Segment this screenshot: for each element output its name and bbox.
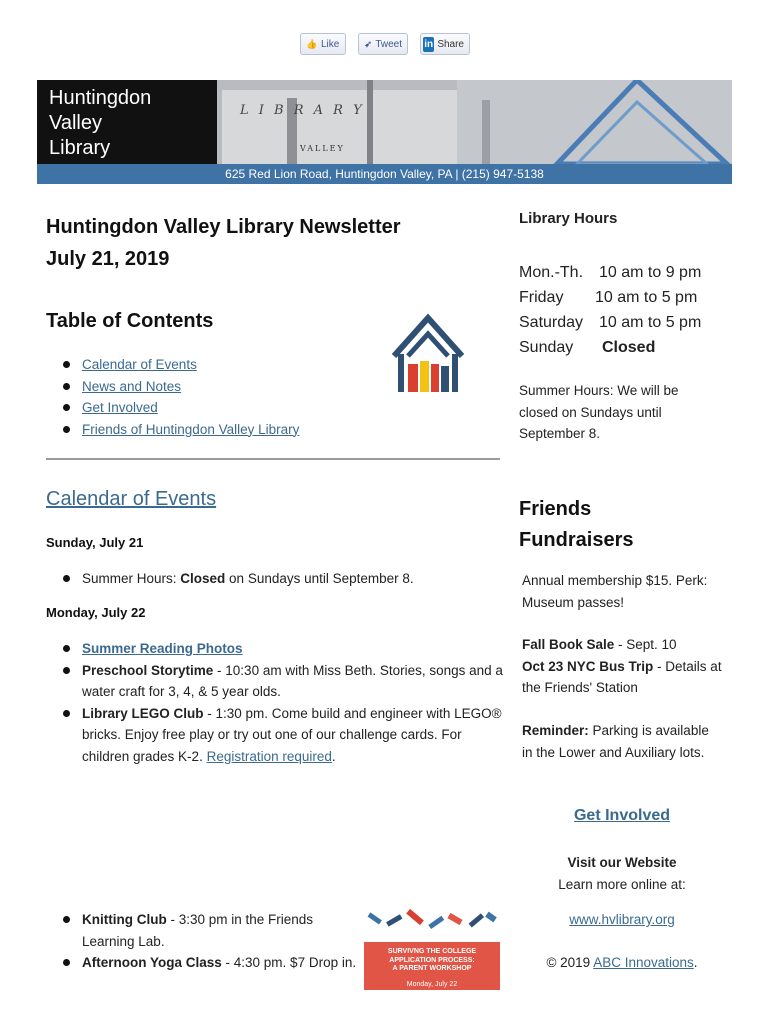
website-block bbox=[519, 852, 725, 895]
library-logo-text bbox=[49, 86, 151, 161]
linkedin-icon: in bbox=[424, 38, 434, 50]
workshop-line-1: SURVIVNG THE COLLEGE bbox=[387, 948, 477, 955]
toc-item bbox=[46, 376, 376, 398]
summer-hours-post: on Sundays until September 8. bbox=[225, 571, 414, 586]
book-sale-date: - Sept. 10 bbox=[614, 637, 677, 652]
like-label: Like bbox=[321, 38, 340, 50]
hours-time: 10 am to 5 pm bbox=[599, 314, 702, 331]
visit-heading: Visit our Website bbox=[567, 855, 677, 870]
list-item bbox=[46, 568, 506, 590]
linkedin-share-button[interactable] bbox=[420, 33, 470, 55]
college-workshop-image[interactable] bbox=[364, 908, 500, 990]
toc-link-get-involved[interactable]: Get Involved bbox=[82, 400, 158, 415]
hours-day: Friday bbox=[519, 289, 564, 306]
copyright-pre: © 2019 bbox=[546, 955, 594, 970]
friends-title-line-1: Friends bbox=[519, 498, 592, 520]
hours-time: 10 am to 5 pm bbox=[595, 289, 698, 306]
bus-trip bbox=[522, 656, 732, 699]
copyright bbox=[519, 952, 725, 974]
bus-trip-details: - Details at the Friends' Station bbox=[522, 658, 722, 695]
toc-item bbox=[46, 397, 376, 419]
newsletter-title bbox=[46, 211, 506, 275]
logo-line-3: Library bbox=[49, 137, 111, 159]
hours-day: Sunday bbox=[519, 339, 574, 356]
event-details-end: . bbox=[331, 748, 336, 764]
newsletter-date: July 21, 2019 bbox=[46, 248, 170, 270]
summer-hours-note: Summer Hours: We will be closed on Sundays until September 8. bbox=[519, 383, 679, 441]
list-item bbox=[46, 703, 506, 768]
workshop-line-2: APPLICATION PROCESS: bbox=[389, 956, 475, 964]
membership-note: Annual membership $15. Perk: Museum passes! bbox=[522, 573, 708, 610]
event-details: - 4:30 pm. $7 Drop in. bbox=[221, 955, 357, 970]
hours-time: 10 am to 9 pm bbox=[599, 264, 702, 281]
sunday-heading: Sunday, July 21 bbox=[46, 535, 144, 550]
afternoon-list bbox=[46, 909, 366, 974]
friends-fundraisers-heading bbox=[519, 494, 633, 556]
hours-row bbox=[519, 335, 739, 360]
thumbs-up-icon: 👍 bbox=[306, 39, 318, 49]
book-sale-title: Fall Book Sale bbox=[522, 637, 615, 652]
hours-day: Mon.-Th. bbox=[519, 264, 584, 281]
library-house-logo-icon bbox=[388, 306, 468, 396]
list-item bbox=[46, 909, 366, 952]
website-link[interactable]: www.hvlibrary.org bbox=[569, 912, 675, 927]
building-sign-sub: VALLEY bbox=[300, 144, 345, 153]
toc-link-calendar[interactable]: Calendar of Events bbox=[82, 357, 197, 372]
book-sale bbox=[522, 634, 732, 656]
hours-day: Saturday bbox=[519, 314, 584, 331]
calendar-heading-link[interactable]: Calendar of Events bbox=[46, 488, 217, 510]
school-supplies-icon bbox=[364, 908, 500, 942]
workshop-line-3: A PARENT WORKSHOP bbox=[392, 965, 472, 972]
event-name: Preschool Storytime bbox=[82, 662, 214, 678]
reminder-text: Parking is available in the Lower and Auxiliary lots. bbox=[522, 723, 709, 760]
monday-list bbox=[46, 638, 506, 767]
fundraiser-events bbox=[522, 634, 732, 699]
toc-heading: Table of Contents bbox=[46, 310, 214, 332]
tweet-button[interactable] bbox=[358, 33, 408, 55]
list-item bbox=[46, 660, 506, 703]
copyright-post: . bbox=[693, 955, 698, 970]
hours-closed: Closed bbox=[602, 339, 656, 356]
event-details: - 10:30 am with Miss Beth. Stories, songs and a water craft for 3, 4, & 5 year olds. bbox=[82, 662, 503, 699]
toc-link-friends[interactable]: Friends of Huntingdon Valley Library bbox=[82, 421, 300, 437]
hours-row bbox=[519, 260, 739, 285]
summer-hours-pre: Summer Hours: bbox=[82, 571, 181, 586]
logo-line-2: Valley bbox=[49, 112, 102, 134]
workshop-date: Monday, July 22 bbox=[406, 980, 458, 988]
toc-item bbox=[46, 419, 376, 441]
toc-link-news[interactable]: News and Notes bbox=[82, 378, 182, 394]
building-sign-letters: L I B R A R Y bbox=[240, 103, 365, 118]
twitter-bird-icon: ➶ bbox=[364, 39, 372, 49]
parking-reminder bbox=[522, 720, 712, 763]
get-involved-heading bbox=[519, 807, 725, 825]
toc-item bbox=[46, 354, 376, 376]
monday-heading: Monday, July 22 bbox=[46, 605, 146, 620]
event-details: - 1:30 pm. Come build and engineer with LEGO® bricks. Enjoy free play or try out one of our challenge cards. For children grades K-2. bbox=[82, 705, 502, 764]
newsletter-title-line-1: Huntingdon Valley Library Newsletter bbox=[46, 216, 401, 238]
address-bar: 625 Red Lion Road, Huntingdon Valley, PA | (215) 947-5138 bbox=[37, 164, 732, 184]
abc-innovations-link[interactable]: ABC Innovations bbox=[593, 955, 694, 970]
list-item bbox=[46, 638, 506, 660]
reminder-label: Reminder: bbox=[522, 723, 589, 738]
event-name: Knitting Club bbox=[82, 912, 167, 927]
visit-text: Learn more online at: bbox=[558, 876, 686, 892]
list-item bbox=[46, 952, 366, 974]
section-divider bbox=[46, 458, 500, 460]
facebook-like-button[interactable] bbox=[300, 33, 346, 55]
sunday-list bbox=[46, 568, 506, 590]
toc-list bbox=[46, 354, 376, 440]
hours-row bbox=[519, 285, 739, 310]
event-details: - 3:30 pm in the Friends Learning Lab. bbox=[82, 912, 314, 949]
tweet-label: Tweet bbox=[375, 38, 402, 50]
share-label: Share bbox=[437, 38, 464, 50]
summer-hours-closed: Closed bbox=[180, 571, 226, 586]
get-involved-link[interactable]: Get Involved bbox=[573, 807, 671, 824]
logo-line-1: Huntingdon bbox=[49, 87, 152, 109]
event-name: Library LEGO Club bbox=[82, 705, 204, 721]
event-name: Afternoon Yoga Class bbox=[82, 955, 222, 970]
registration-link[interactable]: Registration required bbox=[206, 748, 332, 764]
friends-title-line-2: Fundraisers bbox=[519, 529, 634, 551]
hours-list bbox=[519, 260, 739, 360]
hours-row bbox=[519, 310, 739, 335]
website-link-row bbox=[519, 909, 725, 931]
workshop-banner bbox=[364, 942, 500, 990]
hours-heading: Library Hours bbox=[519, 210, 618, 227]
bus-trip-title: Oct 23 NYC Bus Trip bbox=[522, 658, 654, 674]
summer-reading-photos-link[interactable]: Summer Reading Photos bbox=[82, 641, 243, 656]
